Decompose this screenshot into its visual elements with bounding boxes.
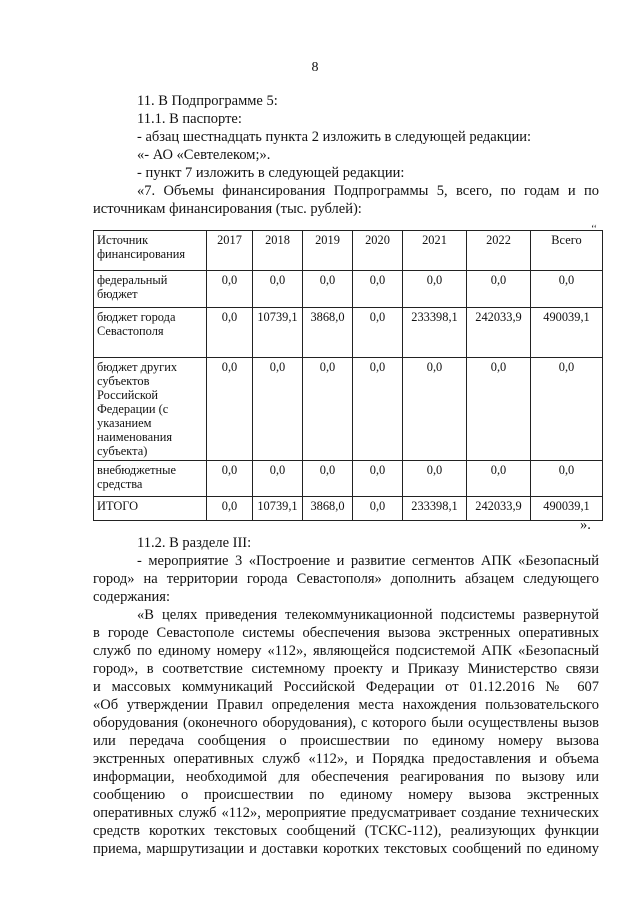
section-iii-heading: 11.2. В разделе III: [137, 535, 252, 551]
cell-source: бюджет города Севастополя [94, 308, 207, 358]
section-text-line: или передача сообщения о происшествии по единому номеру вызова [93, 733, 599, 749]
cell-value: 3868,0 [303, 497, 353, 521]
cell-value: 0,0 [531, 271, 603, 308]
paragraph-paragraph16: - абзац шестнадцать пункта 2 изложить в следующей редакции: [137, 129, 532, 145]
header-2022: 2022 [467, 231, 531, 271]
header-source: Источник финансирования [94, 231, 207, 271]
cell-value: 242033,9 [467, 497, 531, 521]
cell-value: 0,0 [303, 461, 353, 497]
table-row-other-subjects [94, 358, 603, 461]
cell-value: 0,0 [353, 358, 403, 461]
section-text-line: «Об утверждении Правил определения места нахождения пользовательского [93, 697, 599, 713]
cell-value: 0,0 [303, 358, 353, 461]
paragraph-financing-sources: источникам финансирования (тыс. рублей): [93, 201, 362, 217]
section-text-line: служб по единому номеру «112», являющейся подсистемой АПК «Безопасный [93, 643, 599, 659]
header-total: Всего [531, 231, 603, 271]
header-2020: 2020 [353, 231, 403, 271]
cell-value: 3868,0 [303, 308, 353, 358]
cell-value: 0,0 [253, 358, 303, 461]
table-header-row [94, 231, 603, 271]
section-text-line: оперативных служб «112», мероприятие предусматривает создание технических [93, 805, 599, 821]
cell-value: 10739,1 [253, 308, 303, 358]
table-row-sevastopol [94, 308, 603, 358]
cell-value: 0,0 [403, 461, 467, 497]
cell-value: 0,0 [403, 271, 467, 308]
cell-value: 0,0 [353, 271, 403, 308]
cell-value: 490039,1 [531, 308, 603, 358]
cell-value: 233398,1 [403, 308, 467, 358]
cell-value: 0,0 [207, 271, 253, 308]
cell-value: 0,0 [303, 271, 353, 308]
cell-value: 490039,1 [531, 497, 603, 521]
section-text-line: содержания: [93, 589, 171, 605]
cell-value: 0,0 [207, 358, 253, 461]
header-2017: 2017 [207, 231, 253, 271]
section-text-line: приема, маршрутизации и доставки коротких текстовых сообщений по единому [93, 841, 599, 857]
section-text-line: сообщению о происшествии по единому номеру вызова экстренных [93, 787, 599, 803]
section-text-line: оборудования (оконечного оборудования), с которого были осуществлены вызов [93, 715, 599, 731]
header-2019: 2019 [303, 231, 353, 271]
header-2018: 2018 [253, 231, 303, 271]
section-text-line: и массовых коммуникаций Российской Федерации от 01.12.2016 № 607 [93, 679, 599, 695]
section-text-line: средств коротких текстовых сообщений (ТСКС-112), реализующих функции [93, 823, 599, 839]
cell-value: 0,0 [353, 461, 403, 497]
cell-value: 0,0 [467, 461, 531, 497]
section-text-line: информации, необходимой для обеспечения реагирования по вызову или [93, 769, 599, 785]
cell-source: ИТОГО [94, 497, 207, 521]
cell-value: 0,0 [531, 461, 603, 497]
paragraph-passport: 11.1. В паспорте: [137, 111, 242, 127]
paragraph-subprogram-5: 11. В Подпрограмме 5: [137, 93, 278, 109]
section-text-line: в городе Севастополе системы обеспечения вызова экстренных оперативных [93, 625, 599, 641]
cell-source: бюджет других субъектов Российской Федерации (с указанием наименования субъекта) [94, 358, 207, 461]
header-2021: 2021 [403, 231, 467, 271]
margin-mark: ‘‘ [591, 224, 597, 235]
table-row-extrabudgetary [94, 461, 603, 497]
cell-value: 0,0 [467, 358, 531, 461]
cell-value: 0,0 [253, 461, 303, 497]
cell-value: 0,0 [207, 308, 253, 358]
section-text-line: - мероприятие 3 «Построение и развитие сегментов АПК «Безопасный [137, 553, 599, 569]
section-text-line: город», в соответствие системному проекту и Приказу Министерство связи [93, 661, 599, 677]
cell-value: 0,0 [531, 358, 603, 461]
paragraph-financing-volumes: «7. Объемы финансирования Подпрограммы 5, всего, по годам и по [137, 183, 599, 199]
paragraph-point7: - пункт 7 изложить в следующей редакции: [137, 165, 405, 181]
financing-table [93, 230, 603, 521]
cell-value: 0,0 [353, 308, 403, 358]
cell-source: федеральный бюджет [94, 271, 207, 308]
cell-source: внебюджетные средства [94, 461, 207, 497]
cell-value: 10739,1 [253, 497, 303, 521]
closing-quote: ». [580, 517, 591, 533]
section-text-line: город» на территории города Севастополя» дополнить абзацем следующего [93, 571, 599, 587]
page-number: 8 [311, 60, 319, 75]
section-text-line: «В целях приведения телекоммуникационной подсистемы развернутой [137, 607, 599, 623]
table-row-total [94, 497, 603, 521]
cell-value: 0,0 [467, 271, 531, 308]
cell-value: 0,0 [207, 497, 253, 521]
cell-value: 0,0 [353, 497, 403, 521]
paragraph-ao-sevtelecom: «- АО «Севтелеком;». [137, 147, 271, 163]
cell-value: 0,0 [253, 271, 303, 308]
cell-value: 233398,1 [403, 497, 467, 521]
cell-value: 0,0 [403, 358, 467, 461]
section-text-line: экстренных оперативных служб «112», и Порядка предоставления и объема [93, 751, 599, 767]
table-row-federal [94, 271, 603, 308]
cell-value: 242033,9 [467, 308, 531, 358]
cell-value: 0,0 [207, 461, 253, 497]
